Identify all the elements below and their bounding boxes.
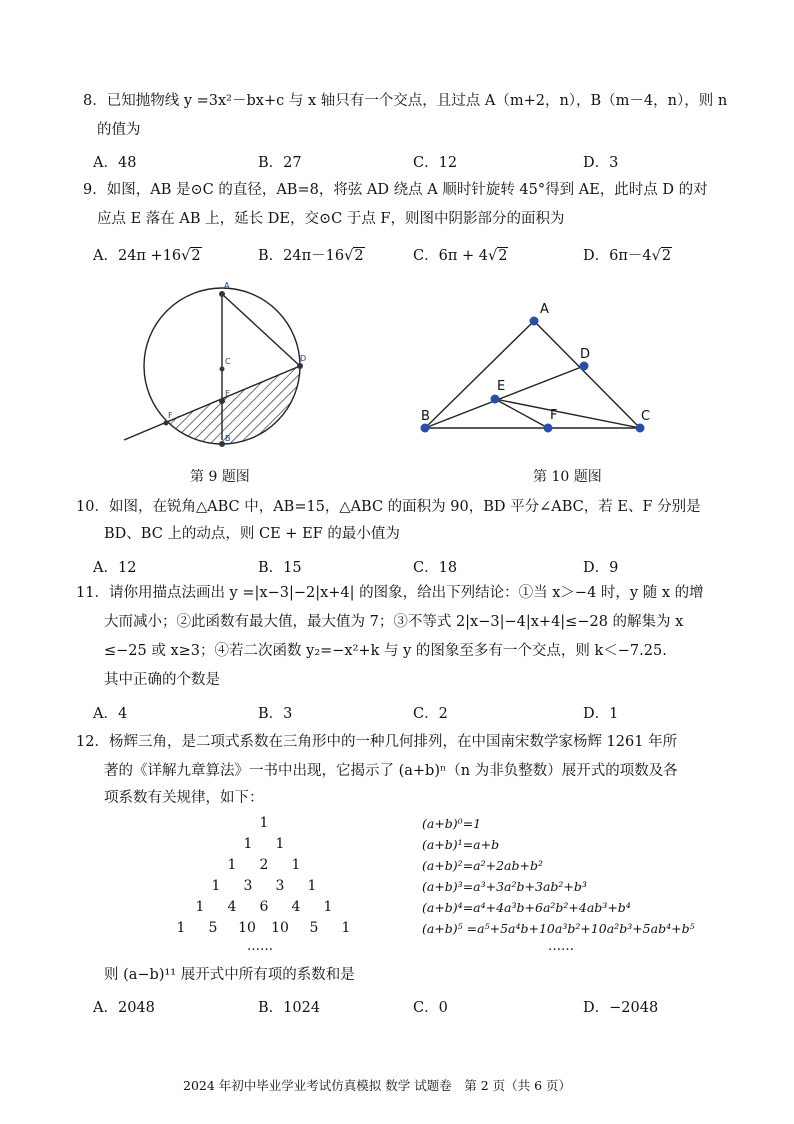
label-c: C — [641, 409, 650, 424]
point-b — [421, 424, 430, 433]
formula-ellipsis: …… — [548, 939, 574, 954]
point-f — [544, 424, 553, 433]
q12-line3: 项系数有关规律，如下： — [104, 790, 264, 806]
formula-row: (a+b)⁰=1 — [422, 816, 482, 831]
triangle-ellipsis: …… — [247, 939, 273, 954]
point-c — [220, 367, 225, 372]
q8-option-b: B．27 — [258, 155, 302, 171]
q11-option-c: C．2 — [413, 706, 448, 722]
q9-option-c: C．6π + 4√2 — [413, 248, 508, 264]
label-b: B — [421, 409, 430, 424]
triangle-entry: 10 — [271, 920, 289, 936]
q11-line1: 11．请你用描点法画出 y =|x−3|−2|x+4| 的图象，给出下列结论：①当 x＞−4 时，y 随 x 的增 — [76, 585, 704, 601]
q10-option-d: D．9 — [583, 560, 619, 576]
q8-option-d: D．3 — [583, 155, 619, 171]
point-e — [491, 395, 500, 404]
label-e: E — [225, 389, 231, 398]
triangle-entry: 1 — [323, 899, 333, 915]
q11-option-b: B．3 — [258, 706, 293, 722]
q11-line2: 大而减小；②此函数有最大值，最大值为 7；③不等式 2|x−3|−4|x+4|≤−28 的解集为 x — [104, 614, 684, 630]
q12-option-d: D．−2048 — [583, 1000, 659, 1016]
q10-option-b: B．15 — [258, 560, 302, 576]
triangle-entry: 1 — [291, 857, 301, 873]
triangle-entry: 1 — [275, 836, 285, 852]
segment-bd — [425, 366, 584, 428]
formula-row: (a+b)³=a³+3a²b+3ab²+b³ — [422, 879, 587, 894]
formula-row: (a+b)⁵ =a⁵+5a⁴b+10a³b²+10a²b³+5ab⁴+b⁵ — [422, 921, 695, 936]
triangle-entry: 10 — [238, 920, 256, 936]
triangle-entry: 1 — [307, 878, 317, 894]
triangle-entry: 1 — [211, 878, 221, 894]
q12-option-a: A．2048 — [93, 1000, 155, 1016]
formula-row: (a+b)²=a²+2ab+b² — [422, 858, 543, 873]
label-e: E — [497, 379, 506, 394]
q12-option-b: B．1024 — [258, 1000, 321, 1016]
triangle-entry: 6 — [259, 899, 269, 915]
point-d — [297, 363, 303, 369]
label-f: F — [550, 408, 558, 423]
q12-question: 则 (a−b)¹¹ 展开式中所有项的系数和是 — [104, 967, 355, 983]
triangle-entry: 1 — [195, 899, 205, 915]
q12-option-c: C．0 — [413, 1000, 448, 1016]
q9-line2: 应点 E 落在 AB 上，延长 DE，交⊙C 于点 F，则图中阴影部分的面积为 — [97, 211, 565, 227]
triangle-entry: 1 — [243, 836, 253, 852]
formula-row: (a+b)⁴=a⁴+4a³b+6a²b²+4ab³+b⁴ — [422, 900, 631, 915]
q9-option-d: D．6π－4√2 — [583, 248, 672, 264]
point-e — [219, 398, 225, 404]
triangle-entry: 1 — [341, 920, 351, 936]
formula-row: (a+b)¹=a+b — [422, 837, 500, 852]
q11-line3: ≤−25 或 x≥3；④若二次函数 y₂=−x²+k 与 y 的图象至多有一个交点，则 k＜−7.25. — [104, 643, 667, 659]
q8-option-a: A．48 — [93, 155, 137, 171]
triangle-entry: 3 — [275, 878, 285, 894]
figure-9-diagram — [110, 276, 330, 456]
q9-line1: 9．如图，AB 是⊙C 的直径，AB=8，将弦 AD 绕点 A 顺时针旋转 45°得到 AE，此时点 D 的对 — [83, 182, 708, 198]
q8-line2: 的值为 — [97, 122, 141, 138]
triangle-entry: 4 — [291, 899, 301, 915]
point-d — [580, 362, 589, 371]
q10-line1: 10．如图，在锐角△ABC 中，AB=15，△ABC 的面积为 90，BD 平分∠ABC，若 E、F 分别是 — [76, 499, 701, 515]
triangle-entry: 1 — [259, 815, 269, 831]
q8-option-c: C．12 — [413, 155, 458, 171]
chord-ad — [222, 294, 300, 366]
point-f — [164, 421, 169, 426]
label-a: A — [224, 281, 230, 290]
point-c — [636, 424, 645, 433]
triangle-entry: 1 — [176, 920, 186, 936]
q9-option-a: A．24π +16√2 — [93, 248, 201, 264]
q12-line1: 12．杨辉三角，是二项式系数在三角形中的一种几何排列，在中国南宋数学家杨辉 1261 年所 — [76, 734, 678, 750]
triangle-entry: 2 — [259, 857, 269, 873]
point-a — [219, 291, 225, 297]
q10-line2: BD、BC 上的动点，则 CE + EF 的最小值为 — [104, 526, 400, 542]
q8-line1: 8．已知抛物线 y =3x²－bx+c 与 x 轴只有一个交点，且过点 A（m+2，n），B（m－4，n），则 n — [83, 93, 728, 109]
figure-10-diagram — [410, 296, 650, 441]
triangle-entry: 1 — [227, 857, 237, 873]
label-d: D — [300, 354, 307, 363]
label-f: F — [168, 411, 173, 420]
triangle-entry: 3 — [243, 878, 253, 894]
q10-option-c: C．18 — [413, 560, 458, 576]
page-footer: 2024 年初中毕业学业考试仿真模拟 数学 试题卷 第 2 页（共 6 页） — [183, 1078, 572, 1093]
point-a — [530, 317, 539, 326]
triangle-entry: 4 — [227, 899, 237, 915]
q12-line2: 著的《详解九章算法》一书中出现，它揭示了 (a+b)ⁿ（n 为非负整数）展开式的项数及各 — [104, 763, 678, 779]
q9-option-b: B．24π－16√2 — [258, 248, 364, 264]
q11-option-a: A．4 — [93, 706, 128, 722]
segment-ce — [495, 399, 640, 428]
label-c: C — [225, 357, 231, 366]
label-d: D — [580, 347, 591, 362]
triangle-entry: 5 — [309, 920, 319, 936]
label-a: A — [540, 302, 549, 317]
q11-option-d: D．1 — [583, 706, 619, 722]
label-b: B — [225, 434, 231, 443]
figure-9-caption: 第 9 题图 — [190, 469, 250, 485]
triangle-abc — [425, 321, 640, 428]
q11-line4: 其中正确的个数是 — [104, 672, 220, 688]
triangle-entry: 5 — [208, 920, 218, 936]
figure-10-caption: 第 10 题图 — [533, 469, 602, 485]
segment-ef — [495, 399, 548, 428]
q10-option-a: A．12 — [93, 560, 137, 576]
